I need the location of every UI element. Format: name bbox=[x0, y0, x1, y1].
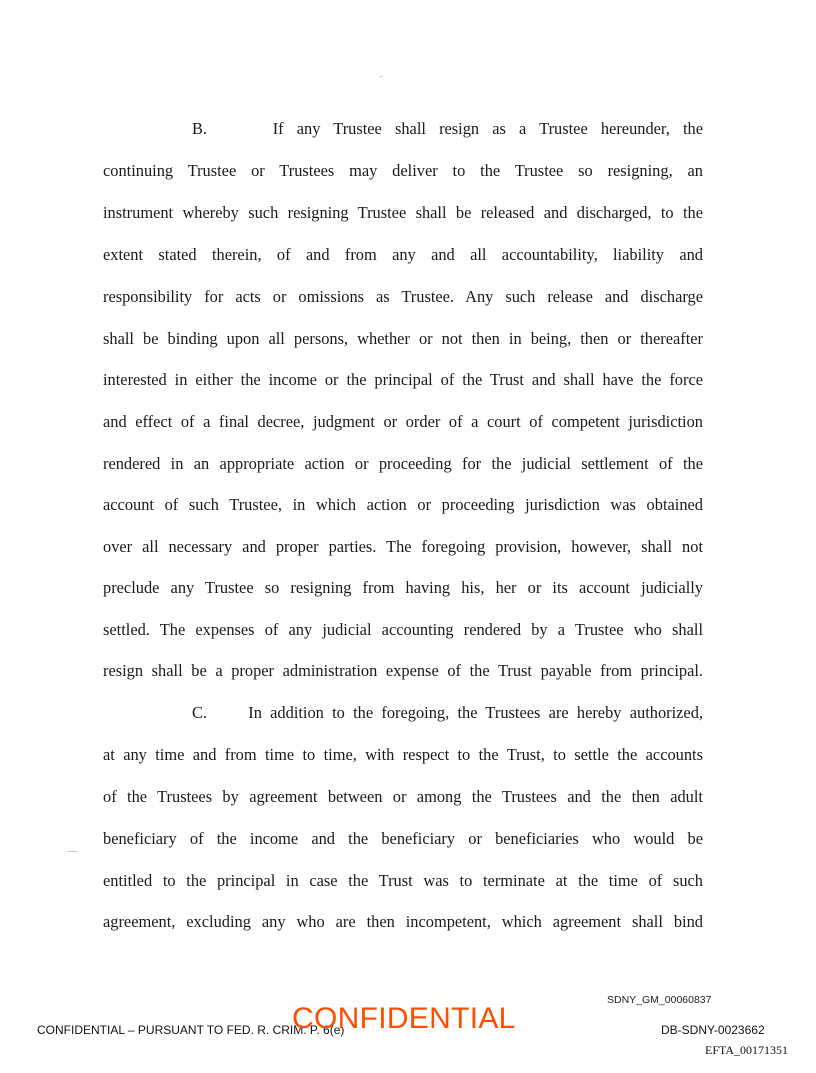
text-line: entitled to the principal in case the Trust was to terminate at the time of such bbox=[103, 871, 703, 890]
text-line: over all necessary and proper parties. The foregoing provision, however, shall not bbox=[103, 537, 703, 556]
text-line: account of such Trustee, in which action or proceeding jurisdiction was obtained bbox=[103, 495, 703, 514]
bates-number-top: SDNY_GM_00060837 bbox=[607, 994, 712, 1006]
text-line: continuing Trustee or Trustees may deliver to the Trustee so resigning, an bbox=[103, 161, 703, 180]
confidential-stamp: CONFIDENTIAL bbox=[292, 1002, 516, 1035]
scan-speck bbox=[379, 76, 383, 77]
text-line: rendered in an appropriate action or proceeding for the judicial settlement of the bbox=[103, 454, 703, 473]
text-line: and effect of a final decree, judgment or order of a court of competent jurisdiction bbox=[103, 412, 703, 431]
text-line: interested in either the income or the principal of the Trust and shall have the force bbox=[103, 370, 703, 389]
text-line: resign shall be a proper administration expense of the Trust payable from principal. bbox=[103, 661, 703, 680]
text-line: extent stated therein, of and from any and all accountability, liability and bbox=[103, 245, 703, 264]
text-line: agreement, excluding any who are then incompetent, which agreement shall bind bbox=[103, 912, 703, 931]
bates-number-right: DB-SDNY-0023662 bbox=[661, 1023, 765, 1037]
margin-mark bbox=[68, 851, 78, 852]
confidential-notice: CONFIDENTIAL – PURSUANT TO FED. R. CRIM. P. 6(e) bbox=[37, 1023, 345, 1037]
text-line: responsibility for acts or omissions as Trustee. Any such release and discharge bbox=[103, 287, 703, 306]
text-line: instrument whereby such resigning Trustee shall be released and discharged, to the bbox=[103, 203, 703, 222]
text-line: C. In addition to the foregoing, the Trustees are hereby authorized, bbox=[192, 703, 703, 722]
text-line: of the Trustees by agreement between or among the Trustees and the then adult bbox=[103, 787, 703, 806]
text-line: beneficiary of the income and the beneficiary or beneficiaries who would be bbox=[103, 829, 703, 848]
text-line: preclude any Trustee so resigning from having his, her or its account judicially bbox=[103, 578, 703, 597]
text-line: settled. The expenses of any judicial accounting rendered by a Trustee who shall bbox=[103, 620, 703, 639]
text-line: at any time and from time to time, with respect to the Trust, to settle the accounts bbox=[103, 745, 703, 764]
text-line: B. If any Trustee shall resign as a Trustee hereunder, the bbox=[192, 119, 703, 138]
text-line: shall be binding upon all persons, whether or not then in being, then or thereafter bbox=[103, 329, 703, 348]
efta-number: EFTA_00171351 bbox=[705, 1043, 789, 1057]
